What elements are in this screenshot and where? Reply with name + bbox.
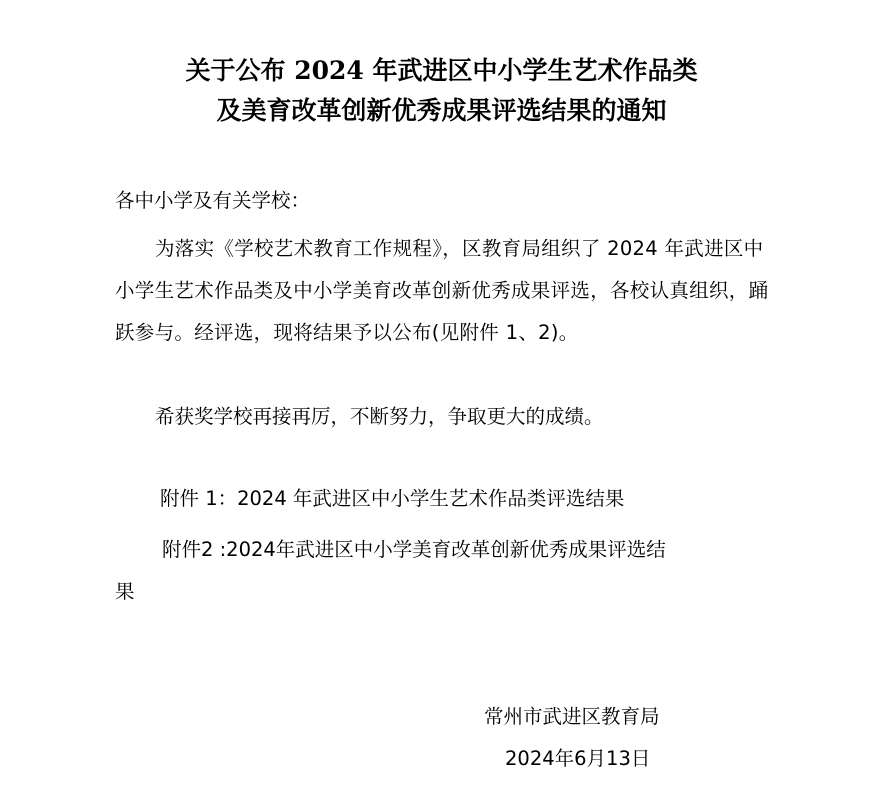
attachment-2-line-2: 果 [115,580,135,603]
attachment-2-line-1: 附件2 :2024年武进区中小学美育改革创新优秀成果评选结 [162,538,666,561]
attachment-2 [115,529,775,613]
attachment-1: 附件 1：2024 年武进区中小学生艺术作品类评选结果 [160,487,625,510]
issue-date: 2024年6月13日 [505,747,651,770]
document-title-line-2: 及美育改革创新优秀成果评选结果的通知 [216,96,667,125]
document-title-line-1: 关于公布 2024 年武进区中小学生艺术作品类 [185,56,698,85]
body-paragraph-1: 为落实《学校艺术教育工作规程》，区教育局组织了 2024 年武进区中小学生艺术作品类及中小学美育改革创新优秀成果评选，各校认真组织，踊跃参与。经评选，现将结果予以公布(见附件 1、2)。 [115,237,769,344]
salutation: 各中小学及有关学校： [115,189,311,212]
body-paragraph-2: 希获奖学校再接再厉，不断努力，争取更大的成绩。 [155,405,604,428]
issuer-name: 常州市武进区教育局 [484,705,660,728]
